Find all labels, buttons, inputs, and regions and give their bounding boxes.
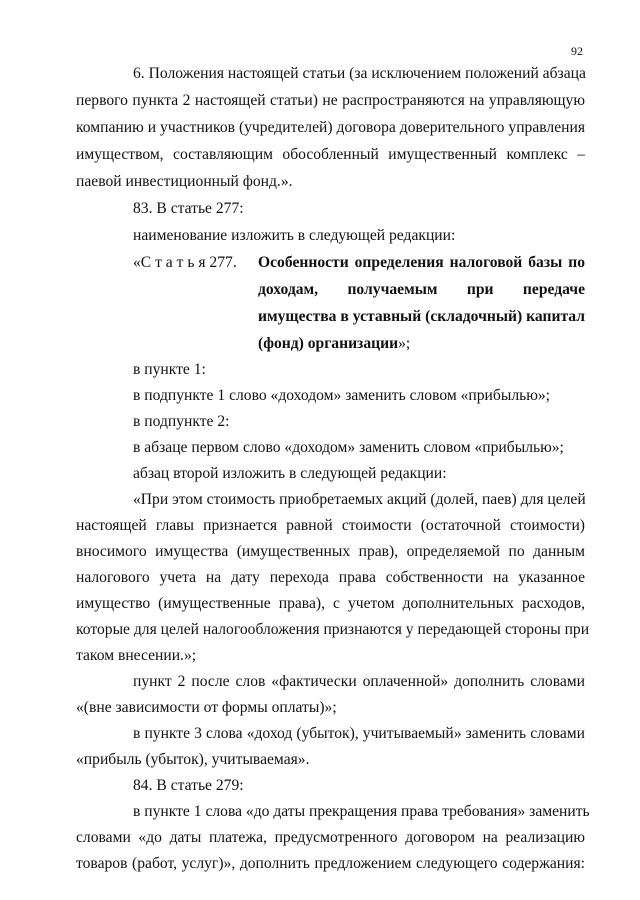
text-line: налогового учета на дату перехода права собственности на указанное: [76, 569, 585, 586]
text-line: «прибыль (убыток), учитываемая».: [76, 751, 310, 768]
text-line: в подпункте 2:: [133, 413, 230, 430]
text-line: в пункте 1:: [133, 361, 206, 378]
text-line: 83. В статье 277:: [133, 200, 244, 217]
article-title-line: [258, 334, 410, 354]
article-title-close: »;: [398, 335, 411, 352]
text-line: «При этом стоимость приобретаемых акций (долей, паев) для целей: [133, 491, 586, 508]
text-line: 6. Положения настоящей статьи (за исключением положений абзаца: [133, 65, 586, 82]
text-line: в абзаце первом слово «доходом» заменить словом «прибылью»;: [133, 439, 564, 456]
text-line: компанию и участников (учредителей) договора доверительного управления: [76, 119, 585, 136]
text-line: в пункте 1 слова «до даты прекращения права требования» заменить: [133, 803, 590, 820]
text-line: словами «до даты платежа, предусмотренного договором на реализацию: [76, 829, 585, 846]
text-line: в пункте 3 слова «доход (убыток), учитываемый» заменить словами: [133, 725, 585, 742]
text-line: в подпункте 1 слово «доходом» заменить словом «прибылью»;: [133, 387, 550, 404]
text-line: вносимого имущества (имущественных прав), определяемой по данным: [76, 543, 585, 560]
article-title-line: имущества в уставный (складочный) капитал: [258, 308, 585, 325]
text-line: пункт 2 после слов «фактически оплаченной» дополнить словами: [133, 673, 585, 690]
page-number: 92: [571, 44, 583, 58]
text-line: наименование изложить в следующей редакции:: [133, 227, 456, 244]
text-line: настоящей главы признается равной стоимости (остаточной стоимости): [76, 517, 585, 534]
text-line: первого пункта 2 настоящей статьи) не распространяются на управляющую: [76, 92, 585, 109]
text-line: абзац второй изложить в следующей редакции:: [133, 465, 447, 482]
text-line: имуществом, составляющим обособленный имущественный комплекс –: [76, 146, 585, 163]
text-line: товаров (работ, услуг)», дополнить предложением следующего содержания:: [76, 855, 585, 872]
text-line: таком внесении.»;: [76, 647, 197, 664]
text-line: которые для целей налогообложения признаются у передающей стороны при: [76, 621, 590, 638]
text-line: 84. В статье 279:: [133, 777, 244, 794]
article-title-line: Особенности определения налоговой базы по: [258, 254, 585, 271]
text-line: паевой инвестиционный фонд.».: [76, 173, 293, 190]
article-title-line: доходам, получаемым при передаче: [258, 281, 585, 298]
article-label: «С т а т ь я 277.: [133, 254, 237, 271]
text-line: «(вне зависимости от формы оплаты)»;: [76, 699, 337, 716]
article-title-end: (фонд) организации: [258, 335, 399, 352]
text-line: имущество (имущественные права), с учетом дополнительных расходов,: [76, 595, 585, 612]
